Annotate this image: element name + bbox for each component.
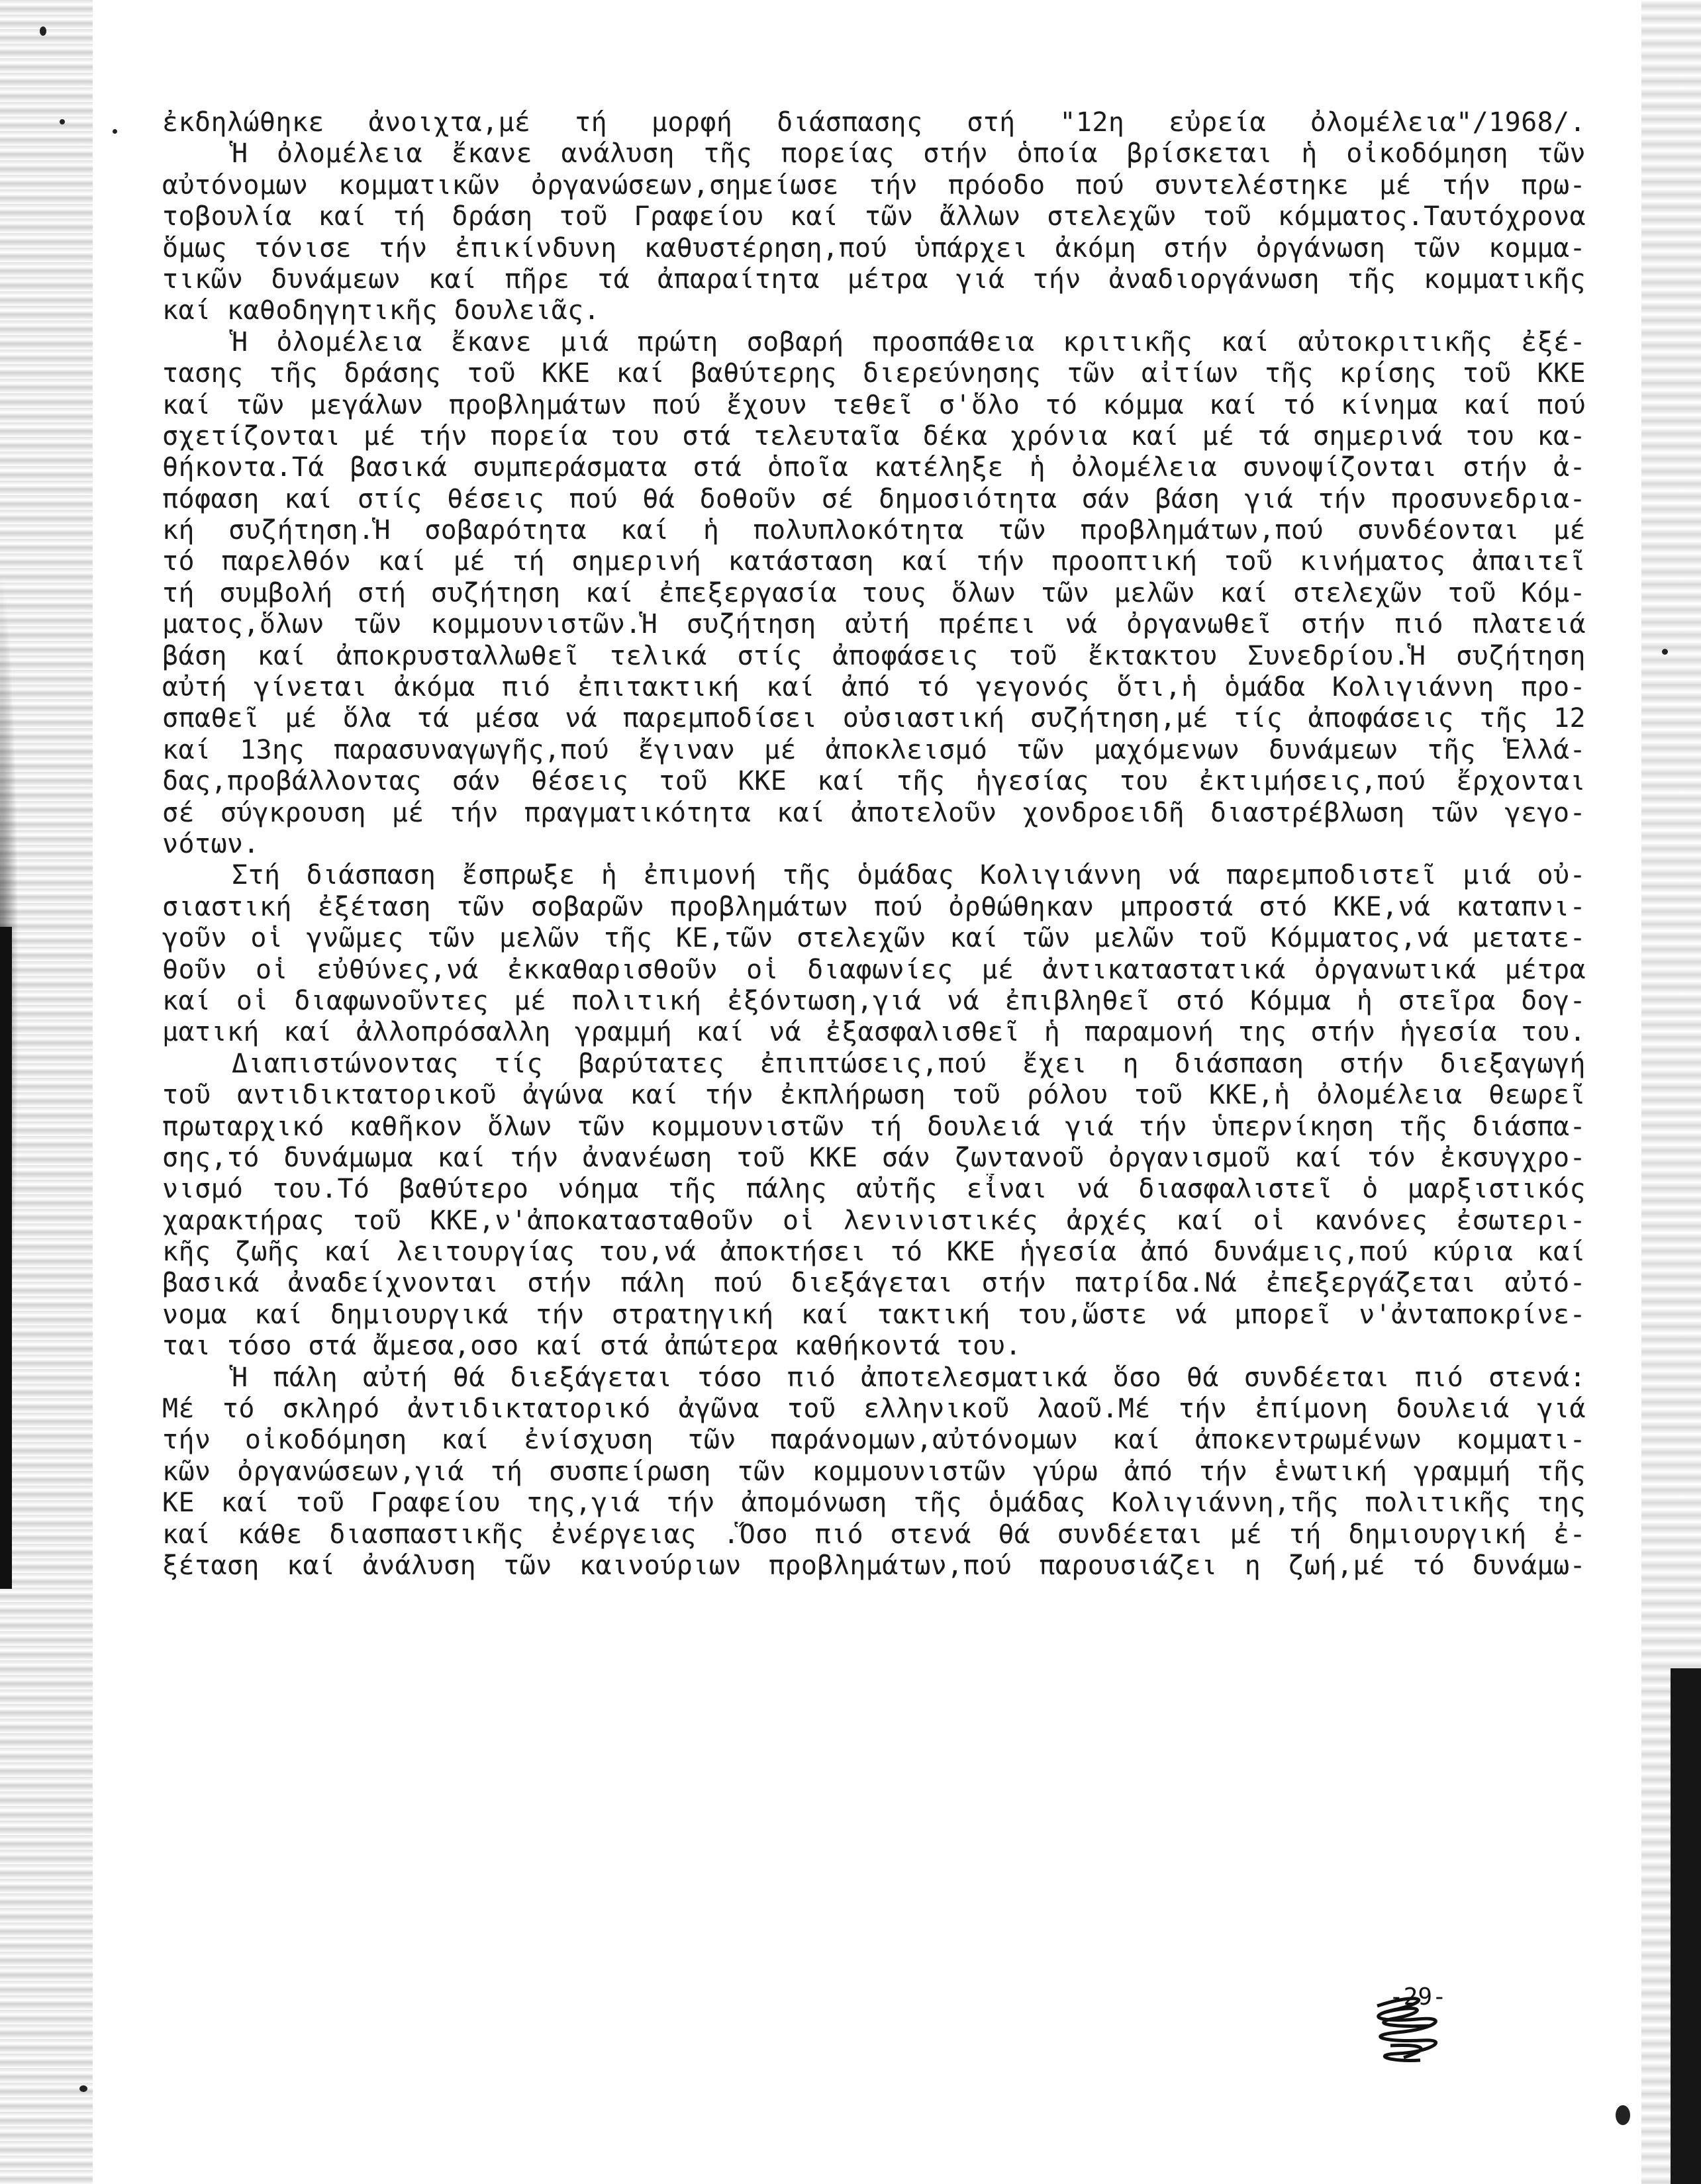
text-line: πόφαση καί στίς θέσεις πού θά δοθοῦν σέ δημοσιότητα σάν βάση γιά τήν προσυνεδρια- [162, 483, 1586, 514]
text-line: βασικά ἀναδείχνονται στήν πάλη πού διεξάγεται στήν πατρίδα.Νά ἐπεξεργάζεται αὐτό- [162, 1268, 1586, 1299]
text-line: τήν οἰκοδόμηση καί ἐνίσχυση τῶν παράνομων,αὐτόνομων καί ἀποκεντρωμένων κομματι- [162, 1425, 1586, 1456]
text-line: Ἡ πάλη αὐτή θά διεξάγεται τόσο πιό ἀποτελεσματικά ὅσο θά συνδέεται πιό στενά: [232, 1362, 1586, 1393]
text-line: καί καθοδηγητικῆς δουλειᾶς. [162, 295, 601, 326]
text-line: σέ σύγκρουση μέ τήν πραγματικότητα καί ἀποτελοῦν χονδροειδῆ διαστρέβλωση τῶν γεγο- [162, 797, 1586, 828]
scan-speck [1662, 649, 1668, 655]
text-line: τικῶν δυνάμεων καί πῆρε τά ἀπαραίτητα μέτρα γιά τήν ἀναδιοργάνωση τῆς κομματικῆς [162, 263, 1586, 295]
scan-edge-right-bottom [1671, 1668, 1701, 2184]
text-line: θοῦν οἱ εὐθύνες,νά ἐκκαθαρισθοῦν οἱ διαφωνίες μέ ἀντικαταστατικά ὀργανωτικά μέτρα [162, 954, 1586, 985]
text-line: Μέ τό σκληρό ἀντιδικτατορικό ἀγῶνα τοῦ ελληνικοῦ λαοῦ.Μέ τήν ἐπίμονη δουλειά γιά [162, 1394, 1586, 1425]
text-line: θήκοντα.Τά βασικά συμπεράσματα στά ὁποῖα κατέληξε ἡ ὀλομέλεια συνοψίζονται στήν ἀ- [162, 452, 1586, 483]
scan-speck [40, 26, 46, 36]
scan-speck [79, 2085, 87, 2092]
text-line: αὐτόνομων κομματικῶν ὀργανώσεων,σημείωσε τήν πρόοδο πού συντελέστηκε μέ τήν πρω- [162, 169, 1586, 201]
text-line: σπαθεῖ μέ ὅλα τά μέσα νά παρεμποδίσει οὐσιαστική συζήτηση,μέ τίς ἀποφάσεις τῆς 12 [162, 703, 1586, 734]
page-number-text: -29- [1389, 1983, 1447, 2011]
text-line: σης,τό δυνάμωμα καί τήν ἀνανέωση τοῦ ΚΚΕ σάν ζωντανοῦ ὀργανισμοῦ καί τόν ἐκσυγχρο- [162, 1142, 1586, 1173]
body-text [162, 107, 1586, 1582]
text-line: νισμό του.Τό βαθύτερο νόημα τῆς πάλης αὐτῆς εἶναι νά διασφαλιστεῖ ὁ μαρξιστικός [162, 1174, 1586, 1205]
text-line: αὐτή γίνεται ἀκόμα πιό ἐπιτακτική καί ἀπό τό γεγονός ὅτι,ἡ ὁμάδα Κολιγιάννη προ- [162, 672, 1586, 703]
text-line: τοῦ αντιδικτατορικοῦ ἀγώνα καί τήν ἐκπλήρωση τοῦ ρόλου τοῦ ΚΚΕ,ἡ ὀλομέλεια θεωρεῖ [162, 1080, 1586, 1111]
text-line: Ἡ ὀλομέλεια ἔκανε μιά πρώτη σοβαρή προσπάθεια κριτικῆς καί αὐτοκριτικῆς ἐξέ- [232, 326, 1586, 357]
text-line: κῶν ὀργανώσεων,γιά τή συσπείρωση τῶν κομμουνιστῶν γύρω ἀπό τήν ἑνωτική γραμμή τῆς [162, 1456, 1586, 1487]
text-line: χαρακτήρας τοῦ ΚΚΕ,ν'ἀποκατασταθοῦν οἱ λενινιστικές ἀρχές καί οἱ κανόνες ἐσωτερι- [162, 1205, 1586, 1236]
page-number [1357, 1979, 1470, 2079]
text-line: σχετίζονται μέ τήν πορεία του στά τελευταῖα δέκα χρόνια καί μέ τά σημερινά του κα- [162, 420, 1586, 451]
text-line: γοῦν οἱ γνῶμες τῶν μελῶν τῆς ΚΕ,τῶν στελεχῶν καί τῶν μελῶν τοῦ Κόμματος,νά μετατε- [162, 923, 1586, 954]
text-line: βάση καί ἀποκρυσταλλωθεῖ τελικά στίς ἀποφάσεις τοῦ ἔκτακτου Συνεδρίου.Ἡ συζήτηση [162, 640, 1586, 671]
text-line: Ἡ ὀλομέλεια ἔκανε ανάλυση τῆς πορείας στήν ὁποία βρίσκεται ἡ οἰκοδόμηση τῶν [232, 138, 1586, 169]
text-line: Διαπιστώνοντας τίς βαρύτατες ἐπιπτώσεις,πού ἔχει η διάσπαση στήν διεξαγωγή [232, 1048, 1586, 1079]
text-line: νότων. [162, 828, 260, 859]
text-line: ται τόσο στά ἄμεσα,οσο καί στά ἀπώτερα καθήκοντά του. [162, 1331, 1022, 1362]
text-line: τασης τῆς δράσης τοῦ ΚΚΕ καί βαθύτερης διερεύνησης τῶν αἰτίων τῆς κρίσης τοῦ ΚΚΕ [162, 358, 1586, 389]
scan-speck [60, 119, 65, 124]
text-line: πρωταρχικό καθῆκον ὅλων τῶν κομμουνιστῶν τή δουλειά γιά τήν ὑπερνίκηση τῆς διάσπα- [162, 1111, 1586, 1142]
text-line: ΚΕ καί τοῦ Γραφείου της,γιά τήν ἀπομόνωση τῆς ὁμάδας Κολιγιάννη,τῆς πολιτικῆς της [162, 1488, 1586, 1519]
scan-speck [113, 129, 117, 134]
text-line: δας,προβάλλοντας σάν θέσεις τοῦ ΚΚΕ καί τῆς ἡγεσίας του ἐκτιμήσεις,πού ἔρχονται [162, 766, 1586, 797]
text-line: ματική καί ἀλλοπρόσαλλη γραμμή καί νά ἐξασφαλισθεῖ ἡ παραμονή της στήν ἡγεσία του. [162, 1017, 1586, 1048]
text-line: καί 13ης παρασυναγωγῆς,πού ἔγιναν μέ ἀποκλεισμό τῶν μαχόμενων δυνάμεων τῆς Ἑλλά- [162, 734, 1586, 765]
scan-edge-left-strip [0, 927, 12, 1589]
text-line: ματος,ὅλων τῶν κομμουνιστῶν.Ἡ συζήτηση αὐτή πρέπει νά ὀργανωθεῖ στήν πιό πλατειά [162, 609, 1586, 640]
text-line: κή συζήτηση.Ἡ σοβαρότητα καί ἡ πολυπλοκότητα τῶν προβλημάτων,πού συνδέονται μέ [162, 515, 1586, 546]
text-line: ἐκδηλώθηκε ἀνοιχτα,μέ τή μορφή διάσπασης στή "12η εὐρεία ὀλομέλεια"/1968/. [162, 107, 1586, 138]
scan-edge-left [0, 0, 93, 2184]
text-line: τό παρελθόν καί μέ τή σημερινή κατάσταση καί τήν προοπτική τοῦ κινήματος ἀπαιτεῖ [162, 546, 1586, 577]
text-line: Στή διάσπαση ἔσπρωξε ἡ ἐπιμονή τῆς ὁμάδας Κολιγιάννη νά παρεμποδιστεῖ μιά οὐ- [232, 860, 1586, 891]
text-line: καί τῶν μεγάλων προβλημάτων πού ἔχουν τεθεῖ σ'ὅλο τό κόμμα καί τό κίνημα καί πού [162, 389, 1586, 420]
text-line: ξέταση καί ἀνάλυση τῶν καινούριων προβλημάτων,πού παρουσιάζει η ζωή,μέ τό δυνάμω- [162, 1550, 1586, 1581]
text-line: ὅμως τόνισε τήν ἐπικίνδυνη καθυστέρηση,πού ὑπάρχει ἀκόμη στήν ὀργάνωση τῶν κομμα- [162, 232, 1586, 263]
text-line: κῆς ζωῆς καί λειτουργίας του,νά ἀποκτήσει τό ΚΚΕ ἡγεσία ἀπό δυνάμεις,πού κύρια καί [162, 1237, 1586, 1268]
text-line: σιαστική ἐξέταση τῶν σοβαρῶν προβλημάτων πού ὀρθώθηκαν μπροστά στό ΚΚΕ,νά καταπνι- [162, 891, 1586, 922]
text-line: τοβουλία καί τή δράση τοῦ Γραφείου καί τῶν ἄλλων στελεχῶν τοῦ κόμματος.Ταυτόχρονα [162, 201, 1586, 232]
text-line: νομα καί δημιουργικά τήν στρατηγική καί τακτική του,ὥστε νά μπορεῖ ν'ἀνταποκρίνε- [162, 1299, 1586, 1330]
scan-speck [1616, 2105, 1630, 2125]
text-line: τή συμβολή στή συζήτηση καί ἐπεξεργασία τους ὅλων τῶν μελῶν καί στελεχῶν τοῦ Κόμ- [162, 577, 1586, 608]
text-line: καί κάθε διασπαστικῆς ἐνέργειας .Ὅσο πιό στενά θά συνδέεται μέ τή δημιουργική ἐ- [162, 1519, 1586, 1550]
text-line: καί οἱ διαφωνοῦντες μέ πολιτική ἐξόντωση,γιά νά ἐπιβληθεῖ στό Κόμμα ἡ στεῖρα δογ- [162, 985, 1586, 1016]
